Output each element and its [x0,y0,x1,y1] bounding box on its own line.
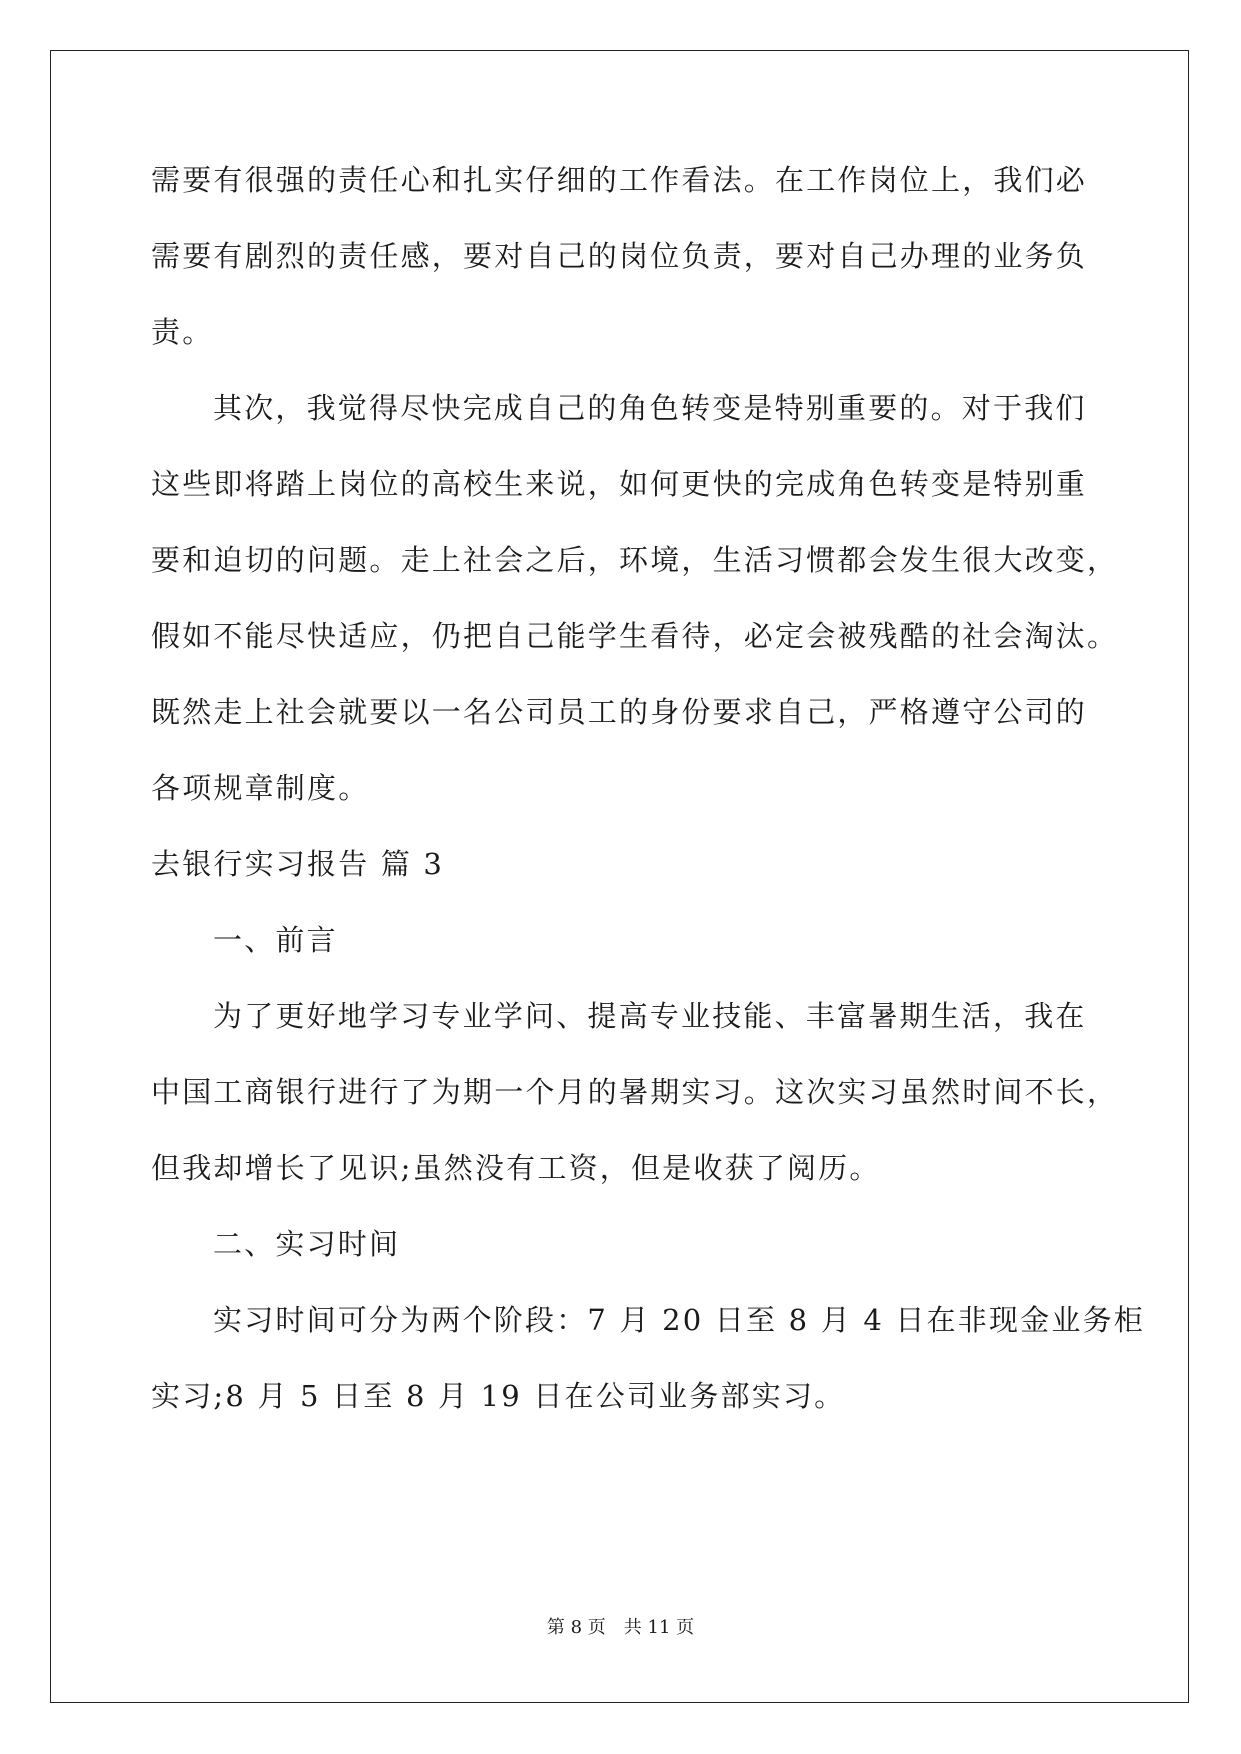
paragraph-line: 各项规章制度。 [151,771,370,805]
paragraph-line: 假如不能尽快适应，仍把自己能学生看待，必定会被残酷的社会淘汰。 [151,619,1119,653]
section-heading: 二、实习时间 [213,1227,401,1261]
section-title: 去银行实习报告 篇 3 [151,847,445,881]
paragraph-line: 为了更好地学习专业学问、提高专业技能、丰富暑期生活，我在 [213,999,1087,1033]
paragraph-line: 其次，我觉得尽快完成自己的角色转变是特别重要的。对于我们 [213,391,1087,425]
paragraph-line: 需要有很强的责任心和扎实仔细的工作看法。在工作岗位上，我们必 [151,163,1088,197]
paragraph-line: 但我却增长了见识;虽然没有工资，但是收获了阅历。 [151,1151,881,1185]
paragraph-line: 这些即将踏上岗位的高校生来说，如何更快的完成角色转变是特别重 [151,467,1088,501]
paragraph-line: 实习时间可分为两个阶段：7 月 20 日至 8 月 4 日在非现金业务柜 [213,1303,1145,1337]
paragraph-line: 责。 [151,315,214,349]
section-heading: 一、前言 [213,923,338,957]
paragraph-line: 要和迫切的问题。走上社会之后，环境，生活习惯都会发生很大改变， [151,543,1119,577]
paragraph-line: 实习;8 月 5 日至 8 月 19 日在公司业务部实习。 [151,1379,846,1413]
paragraph-line: 中国工商银行进行了为期一个月的暑期实习。这次实习虽然时间不长， [151,1075,1119,1109]
page-number-footer: 第 8 页 共 11 页 [546,1617,695,1638]
paragraph-line: 既然走上社会就要以一名公司员工的身份要求自己，严格遵守公司的 [151,695,1088,729]
paragraph-line: 需要有剧烈的责任感，要对自己的岗位负责，要对自己办理的业务负 [151,239,1088,273]
